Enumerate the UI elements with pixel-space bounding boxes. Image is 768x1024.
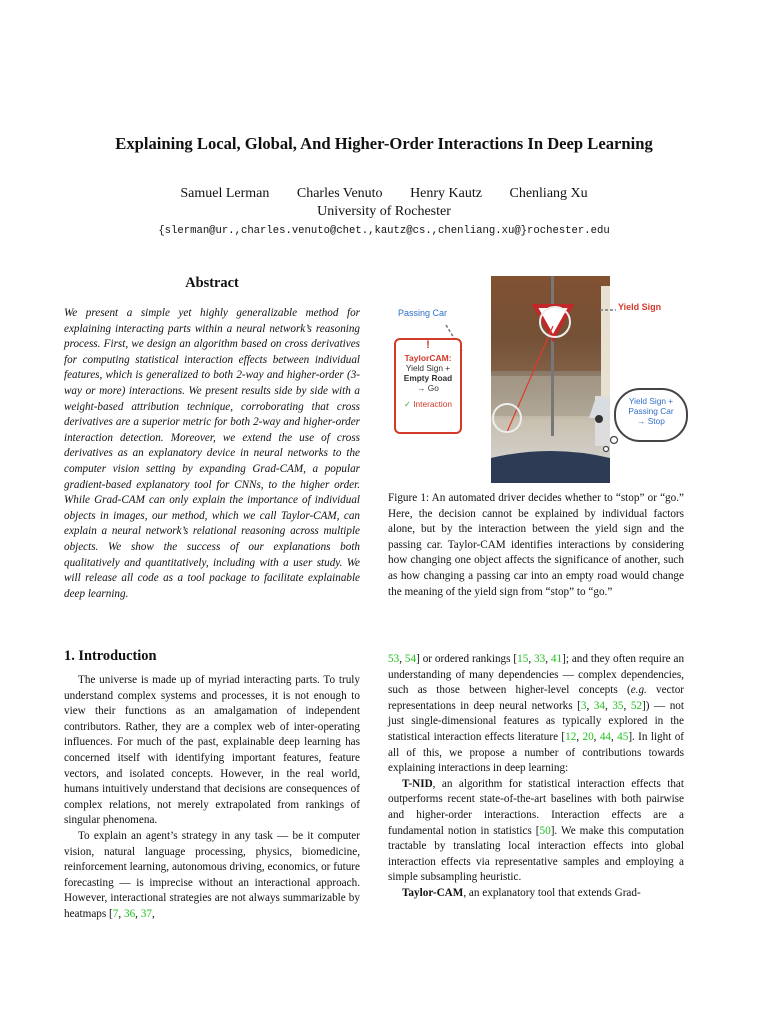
thought-bubble [614, 388, 688, 442]
taylorcam-line: Empty Road [403, 373, 453, 383]
citation-link[interactable]: 36 [123, 907, 136, 920]
citation-link[interactable]: 41 [550, 653, 563, 665]
thought-bubble-dots-icon [600, 436, 620, 456]
thought-line: Yield Sign + [628, 396, 674, 406]
street-scene-image [491, 276, 610, 483]
taylorcam-callout-box [394, 338, 462, 434]
author-name: Samuel Lerman [180, 186, 270, 201]
thought-line: → Stop [637, 416, 665, 426]
taylorcam-line: Yield Sign + [405, 363, 451, 373]
contribution-name: Taylor-CAM [402, 886, 464, 899]
abstract-text: We present a simple yet highly generalizable method for explaining interacting parts within a neural network’s reasoning process. First, we design an algorithm based on cross derivatives for computing statistical interaction effects between individual features, which is generalized to both 2-way and higher-order (3-way or more) interactions. We present results side by side with a weight-based attribution technique, corroborating that cross derivatives are a superior metric for both 2-way and higher-order interaction detection. Moreover, we extend the use of cross derivatives as an explanatory device in neural networks to the computer vision setting by expanding Grad-CAM, a popular gradient-based explanatory tool for CNNs, to the higher order. While Grad-CAM can only explain the importance of individual objects in images, our method, which we call Taylor-CAM, can explain a neural network’s relational reasoning across multiple objects. We show the success of our explanations both qualitatively and quantitatively, including with a user study. We will release all code as a tool package to facilitate explainable deep learning. [64, 307, 360, 600]
passing-car-label: Passing Car [398, 308, 448, 318]
author-list [0, 185, 768, 203]
interaction-label [396, 399, 460, 409]
checkmark-icon: ✓ [403, 399, 411, 409]
contribution-tnid: T-NID, an algorithm for statistical interaction effects that outperforms recent state-of-the-art baselines with both pairwise and higher-order interactions. Interaction effects are a fundamental notion in statistics [50]. We make this computation tractable by translating local interaction effects into global interaction effects via representative samples and employing a simple subsampling heuristic. [388, 777, 685, 884]
taylorcam-title: TaylorCAM: [404, 353, 452, 363]
citation-link[interactable]: 12 [565, 730, 577, 743]
contribution-taylorcam: Taylor-CAM, an explanatory tool that extends Grad- [402, 886, 641, 899]
paper-title: Explaining Local, Global, And Higher-Order Interactions In Deep Learning [115, 134, 653, 153]
figure-1 [392, 276, 688, 483]
citation-link[interactable]: 53 [388, 653, 400, 665]
exclamation-icon: ! [426, 339, 430, 351]
citation-link[interactable]: 54 [404, 653, 417, 665]
figure-caption: Figure 1: An automated driver decides whether to “stop” or “go.” Here, the decision cannot be explained by individual factors alone, but by the interaction between the yield sign and the passing car. Taylor-CAM identifies interactions by considering how changing one object affects the significance of another, such as how changing a passing car into an empty road would change the meaning of the yield sign from “stop” to “go.” [388, 492, 684, 598]
citation-link[interactable]: 52 [630, 699, 643, 712]
pointer-line-icon [600, 306, 618, 314]
citation-link[interactable]: 33 [534, 653, 546, 665]
intro-paragraph: 53, 54] or ordered rankings [15, 33, 41]; and they often require an understanding of many dependencies — complex dependencies, such as those between higher-level concepts (e.g. vector representations in deep neural networks [3, 34, 35, 52]) — not just single-dimensional features as typically explored in the statistical interaction effects literature [12, 20, 44, 45]. In light of all of this, we propose a number of contributions towards explaining interactions in deep learning: [388, 653, 685, 775]
citation-link[interactable]: 20 [582, 730, 594, 743]
affiliation: University of Rochester [317, 204, 451, 219]
author-name: Chenliang Xu [509, 186, 588, 201]
contribution-name: T-NID [402, 777, 433, 790]
citation-link[interactable]: 45 [617, 730, 629, 743]
interaction-text: Interaction [413, 399, 452, 409]
body-text: To explain an agent’s strategy in any task — be it computer vision, natural language processing, physics, biomedicine, reinforcement learning, autonomous driving, economics, or future forecasting — is imprecise without an interactional approach. However, interactional strategies are not always summarizable by heatmaps [ [64, 829, 360, 920]
thought-line: Passing Car [628, 406, 674, 416]
citation-link[interactable]: 35 [612, 699, 624, 712]
yield-sign-label: Yield Sign [618, 302, 662, 312]
intro-left-column [64, 673, 360, 923]
citation-link[interactable]: 34 [593, 699, 605, 712]
citation-link[interactable]: 50 [539, 824, 551, 837]
section-heading: 1. Introduction [64, 648, 157, 664]
street-scene-drawing [491, 276, 610, 483]
author-emails: {slerman@ur.,charles.venuto@chet.,kautz@cs.,chenliang.xu@}rochester.edu [158, 225, 610, 237]
author-name: Charles Venuto [296, 186, 383, 201]
citation-link[interactable]: 15 [517, 653, 529, 665]
author-name: Henry Kautz [410, 186, 482, 201]
citation-link[interactable]: 37 [140, 907, 152, 920]
taylorcam-line: → Go [417, 383, 439, 393]
abstract-heading: Abstract [185, 275, 239, 291]
citation-link[interactable]: 7 [112, 907, 119, 920]
intro-right-column [388, 652, 684, 902]
citation-link[interactable]: 44 [599, 730, 611, 743]
intro-paragraph: To explain an agent’s strategy in any task — be it computer vision, natural language processing, physics, biomedicine, reinforcement learning, autonomous driving, economics, or future forecasting — is imprecise without an interactional approach. However, interactional strategies are not always summarizable by heatmaps [7, 36, 37, [64, 829, 360, 920]
intro-paragraph: The universe is made up of myriad interacting parts. To truly understand complex systems and processes, it is not enough to view their functions as an amalgamation of independent contributors. Rather, they are a complex web of inter-operating influences. For much of the past, explainable deep learning has concerned itself with identifying important features, feature vectors, and isolated concepts. However, in the real world, humans intuitively understand that decisions are consequences of complex relations, not merely extrapolated from rankings of singular phenomena. [64, 674, 360, 827]
citation-link[interactable]: 3 [580, 699, 587, 712]
